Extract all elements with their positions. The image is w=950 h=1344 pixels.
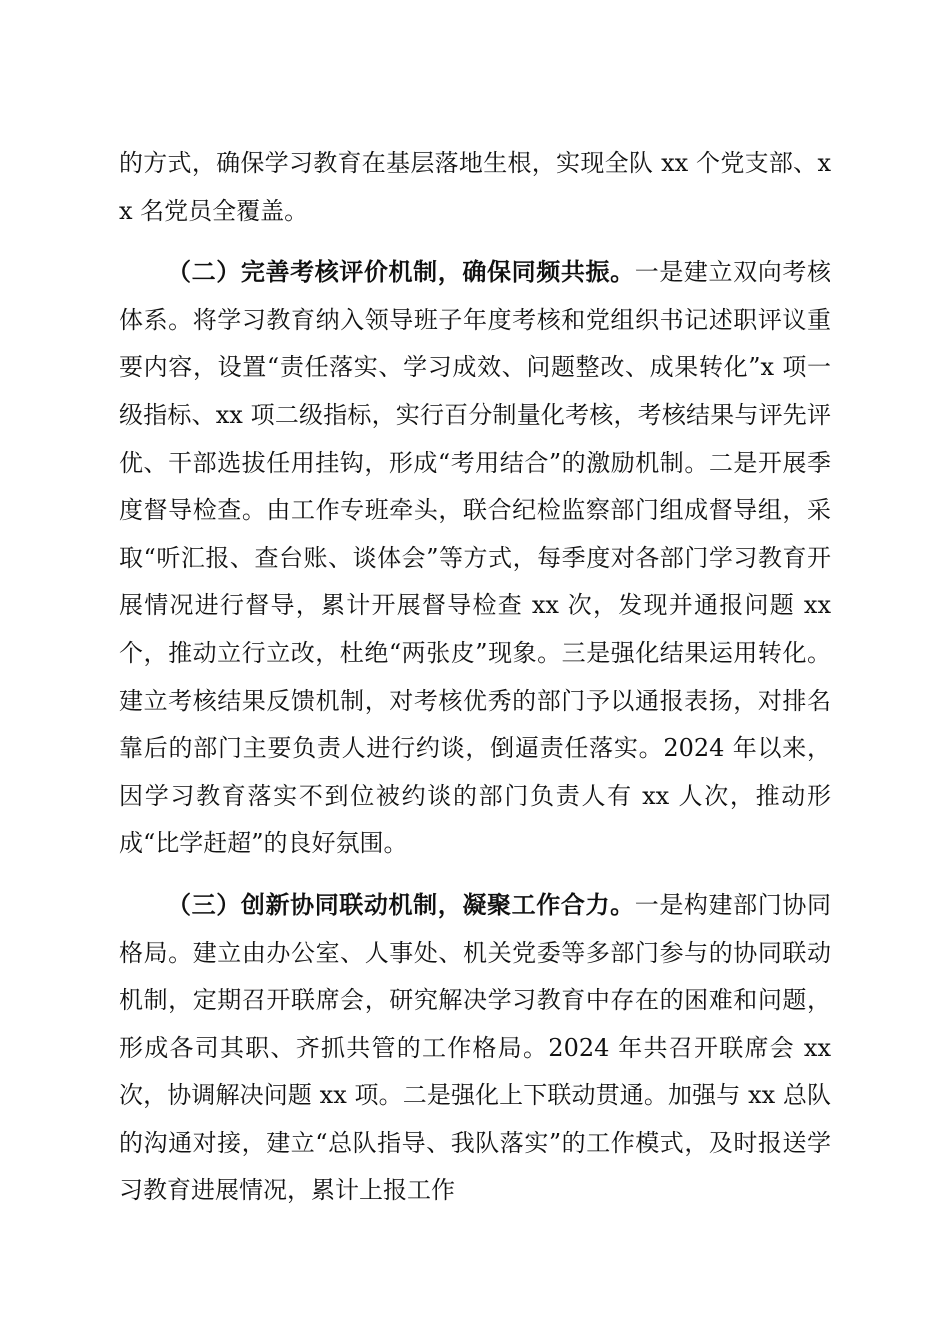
- section-heading: （二）完善考核评价机制，确保同频共振。: [167, 257, 635, 287]
- paragraph-body: 一是构建部门协同格局。建立由办公室、人事处、机关党委等多部门参与的协同联动机制，定期召开联席会，研究解决学习教育中存在的困难和问题，形成各司其职、齐抓共管的工作格局。2024 年共召开联席会 xx 次，协调解决问题 xx 项。二是强化上下联动贯通。加强与 xx 总队的沟通对接，建立“总队指导、我队落实”的工作模式，及时报送学习教育进展情况，累计上报工作: [119, 890, 832, 1205]
- section-heading: （三）创新协同联动机制，凝聚工作合力。: [167, 889, 635, 919]
- paragraph-body: 一是建立双向考核体系。将学习教育纳入领导班子年度考核和党组织书记述职评议重要内容，设置“责任落实、学习成效、问题整改、成果转化”x 项一级指标、xx 项二级指标，实行百分制量化考核，考核结果与评先评优、干部选拔任用挂钩，形成“考用结合”的激励机制。二是开展季度督导检查。由工作专班牵头，联合纪检监察部门组成督导组，采取“听汇报、查台账、谈体会”等方式，每季度对各部门学习教育开展情况进行督导，累计开展督导检查 xx 次，发现并通报问题 xx 个，推动立行立改，杜绝“两张皮”现象。三是强化结果运用转化。建立考核结果反馈机制，对考核优秀的部门予以通报表扬，对排名靠后的部门主要负责人进行约谈，倒逼责任落实。2024 年以来，因学习教育落实不到位被约谈的部门负责人有 xx 人次，推动形成“比学赶超”的良好氛围。: [119, 258, 832, 858]
- paragraph-body: 的方式，确保学习教育在基层落地生根，实现全队 xx 个党支部、xx 名党员全覆盖。: [119, 149, 831, 225]
- paragraph-coordination-mechanism: [119, 881, 831, 1215]
- paragraph-assessment-mechanism: [119, 248, 831, 868]
- document-body: [119, 140, 831, 1215]
- paragraph-continuation: [119, 140, 831, 235]
